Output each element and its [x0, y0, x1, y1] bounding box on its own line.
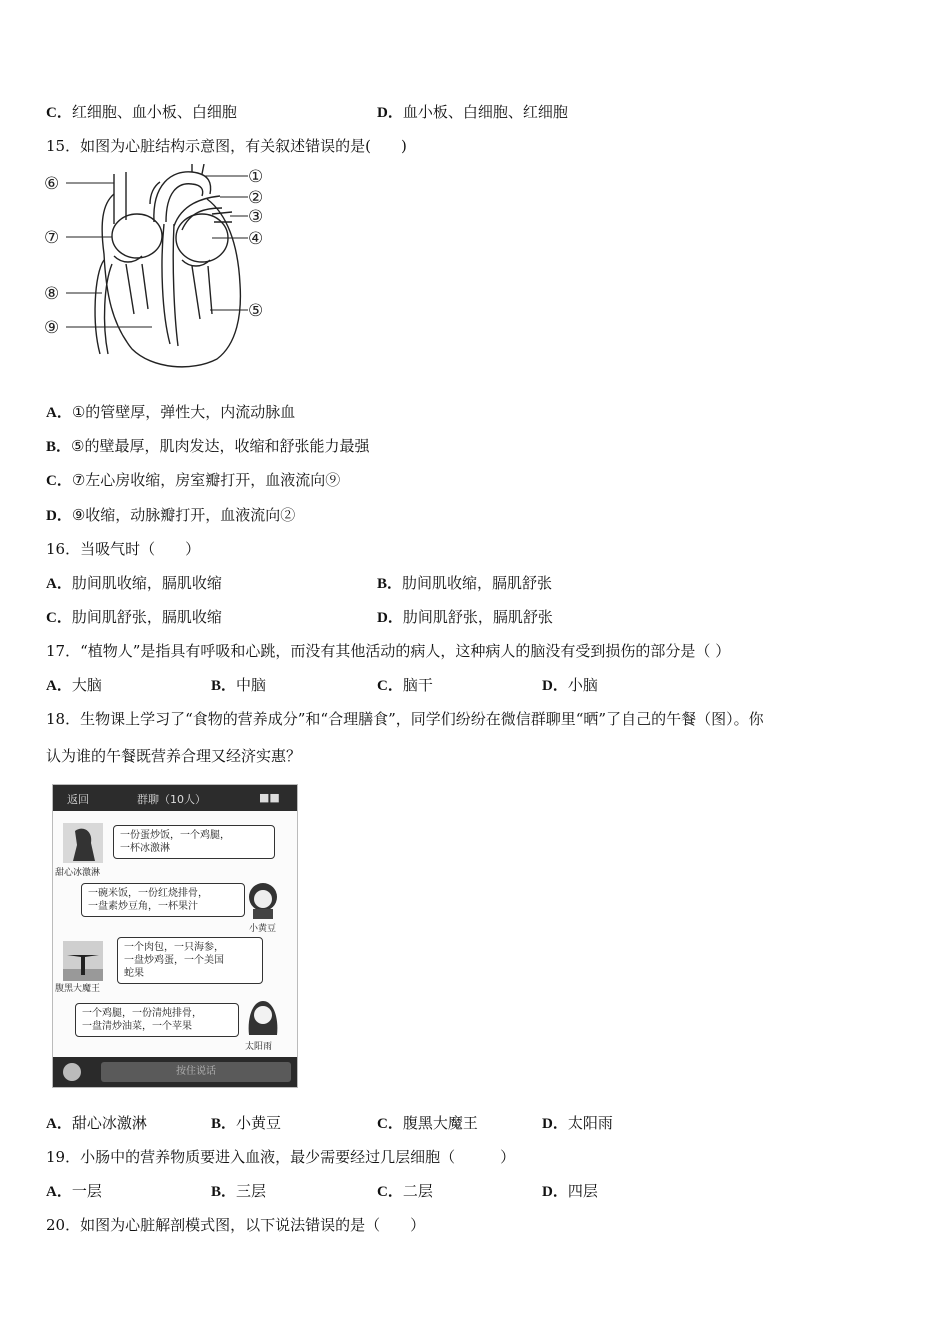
- option-letter: D．: [542, 1116, 568, 1132]
- option-letter: C．: [46, 473, 72, 489]
- option-letter: A．: [46, 1116, 72, 1132]
- option-text: 甜心冰激淋: [71, 1114, 147, 1132]
- q18-option-d: [542, 1113, 613, 1134]
- option-letter: D．: [542, 678, 568, 694]
- chat-top-bar: [53, 785, 297, 811]
- option-text: 腹黑大魔王: [402, 1114, 478, 1132]
- label-1: ①: [248, 167, 264, 187]
- option-letter: B．: [211, 678, 237, 694]
- nickname: 甜心冰激淋: [55, 868, 101, 878]
- option-text: 血小板、白细胞、红细胞: [402, 103, 568, 121]
- label-3: ③: [248, 207, 264, 227]
- option-letter: A．: [46, 576, 72, 592]
- label-9: ⑨: [44, 318, 60, 338]
- option-text: 肋间肌舒张，膈肌舒张: [402, 608, 553, 626]
- option-letter: B．: [211, 1116, 237, 1132]
- q18-stem-line2: 认为谁的午餐既营养合理又经济实惠？: [46, 747, 302, 765]
- avatar-icon: [63, 941, 103, 981]
- q17-option-d: [542, 675, 598, 696]
- option-text: 中脑: [236, 676, 267, 694]
- q17-option-c: [377, 675, 433, 696]
- option-letter: D．: [377, 105, 403, 121]
- chat-bubble: 一个鸡腿，一份清炖排骨， 一盘清炒油菜，一个苹果: [75, 1003, 239, 1037]
- option-letter: C．: [46, 610, 72, 626]
- option-letter: C．: [377, 1184, 403, 1200]
- option-text: 小黄豆: [236, 1114, 282, 1132]
- option-letter: A．: [46, 405, 72, 421]
- label-7: ⑦: [44, 228, 60, 248]
- group-members-icon: ■■: [259, 791, 280, 804]
- q17-stem: 17．“植物人”是指具有呼吸和心跳，而没有其他活动的病人，这种病人的脑没有受到损伤的部分是（ ）: [46, 642, 731, 660]
- q15-option-b: [46, 436, 369, 457]
- option-letter: D．: [46, 508, 72, 524]
- q16-option-d: [377, 607, 553, 628]
- avatar-icon: [243, 879, 283, 919]
- chat-title: 群聊（10人）: [137, 793, 206, 806]
- option-text: ①的管壁厚，弹性大，内流动脉血: [71, 403, 296, 421]
- option-letter: D．: [377, 610, 403, 626]
- q19-option-a: [46, 1181, 102, 1202]
- nickname: 腹黑大魔王: [55, 984, 101, 994]
- option-text: 小脑: [567, 676, 598, 694]
- option-letter: C．: [46, 105, 72, 121]
- label-5: ⑤: [248, 301, 264, 321]
- q15-option-c: [46, 470, 340, 491]
- chat-bottom-bar: [53, 1057, 297, 1087]
- q20-stem: 20．如图为心脏解剖模式图，以下说法错误的是（ ）: [46, 1216, 426, 1234]
- avatar-icon: [63, 823, 103, 863]
- option-letter: A．: [46, 678, 72, 694]
- chat-bubble: 一份蛋炒饭，一个鸡腿， 一杯冰激淋: [113, 825, 275, 859]
- heart-diagram: [42, 164, 274, 376]
- option-text: 一层: [71, 1182, 102, 1200]
- q15-option-d: [46, 505, 295, 526]
- option-text: 太阳雨: [567, 1114, 613, 1132]
- wechat-group-screenshot: [52, 784, 298, 1088]
- q16-option-a: [46, 573, 222, 594]
- option-text: ⑤的壁最厚，肌肉发达，收缩和舒张能力最强: [71, 437, 370, 455]
- option-text: 肋间肌收缩，膈肌舒张: [402, 574, 553, 592]
- chat-bubble: 一碗米饭，一份红烧排骨， 一盘素炒豆角，一杯果汁: [81, 883, 245, 917]
- q19-stem: 19．小肠中的营养物质要进入血液，最少需要经过几层细胞（ ）: [46, 1148, 516, 1166]
- label-2: ②: [248, 188, 264, 208]
- hold-to-talk-button: 按住说话: [101, 1062, 291, 1082]
- q19-option-c: [377, 1181, 433, 1202]
- chat-bubble: 一个肉包，一只海参， 一盘炒鸡蛋，一个美国 蛇果: [117, 937, 263, 984]
- q19-option-d: [542, 1181, 598, 1202]
- q17-option-a: [46, 675, 102, 696]
- option-letter: B．: [46, 439, 72, 455]
- option-letter: A．: [46, 1184, 72, 1200]
- label-4: ④: [248, 229, 264, 249]
- option-letter: D．: [542, 1184, 568, 1200]
- q16-stem: 16．当吸气时（ ）: [46, 540, 201, 558]
- q14-option-c: [46, 102, 237, 123]
- option-text: ⑦左心房收缩，房室瓣打开，血液流向⑨: [71, 471, 341, 489]
- option-letter: B．: [377, 576, 403, 592]
- avatar-icon: [243, 997, 283, 1037]
- q15-option-a: [46, 402, 295, 423]
- option-text: 二层: [402, 1182, 433, 1200]
- q14-option-d: [377, 102, 568, 123]
- keyboard-toggle-icon: [63, 1063, 81, 1081]
- option-text: ⑨收缩，动脉瓣打开，血液流向②: [71, 506, 296, 524]
- q18-option-c: [377, 1113, 478, 1134]
- option-text: 四层: [567, 1182, 598, 1200]
- option-letter: C．: [377, 1116, 403, 1132]
- option-letter: B．: [211, 1184, 237, 1200]
- q18-option-a: [46, 1113, 147, 1134]
- option-text: 三层: [236, 1182, 267, 1200]
- option-text: 大脑: [71, 676, 102, 694]
- q15-stem: 15．如图为心脏结构示意图，有关叙述错误的是( ): [46, 137, 407, 155]
- option-text: 脑干: [402, 676, 433, 694]
- nickname: 小黄豆: [249, 924, 277, 934]
- label-6: ⑥: [44, 174, 60, 194]
- q17-option-b: [211, 675, 266, 696]
- q18-option-b: [211, 1113, 281, 1134]
- option-text: 肋间肌舒张，膈肌收缩: [71, 608, 222, 626]
- label-8: ⑧: [44, 284, 60, 304]
- option-text: 肋间肌收缩，膈肌收缩: [71, 574, 222, 592]
- q16-option-b: [377, 573, 552, 594]
- q18-stem-line1: 18．生物课上学习了“食物的营养成分”和“合理膳食”，同学们纷纷在微信群聊里“晒”了自己的午餐（图）。你: [46, 710, 764, 728]
- option-text: 红细胞、血小板、白细胞: [71, 103, 237, 121]
- option-letter: C．: [377, 678, 403, 694]
- q16-option-c: [46, 607, 222, 628]
- q19-option-b: [211, 1181, 266, 1202]
- back-label: 返回: [67, 793, 89, 806]
- nickname: 太阳雨: [245, 1042, 273, 1052]
